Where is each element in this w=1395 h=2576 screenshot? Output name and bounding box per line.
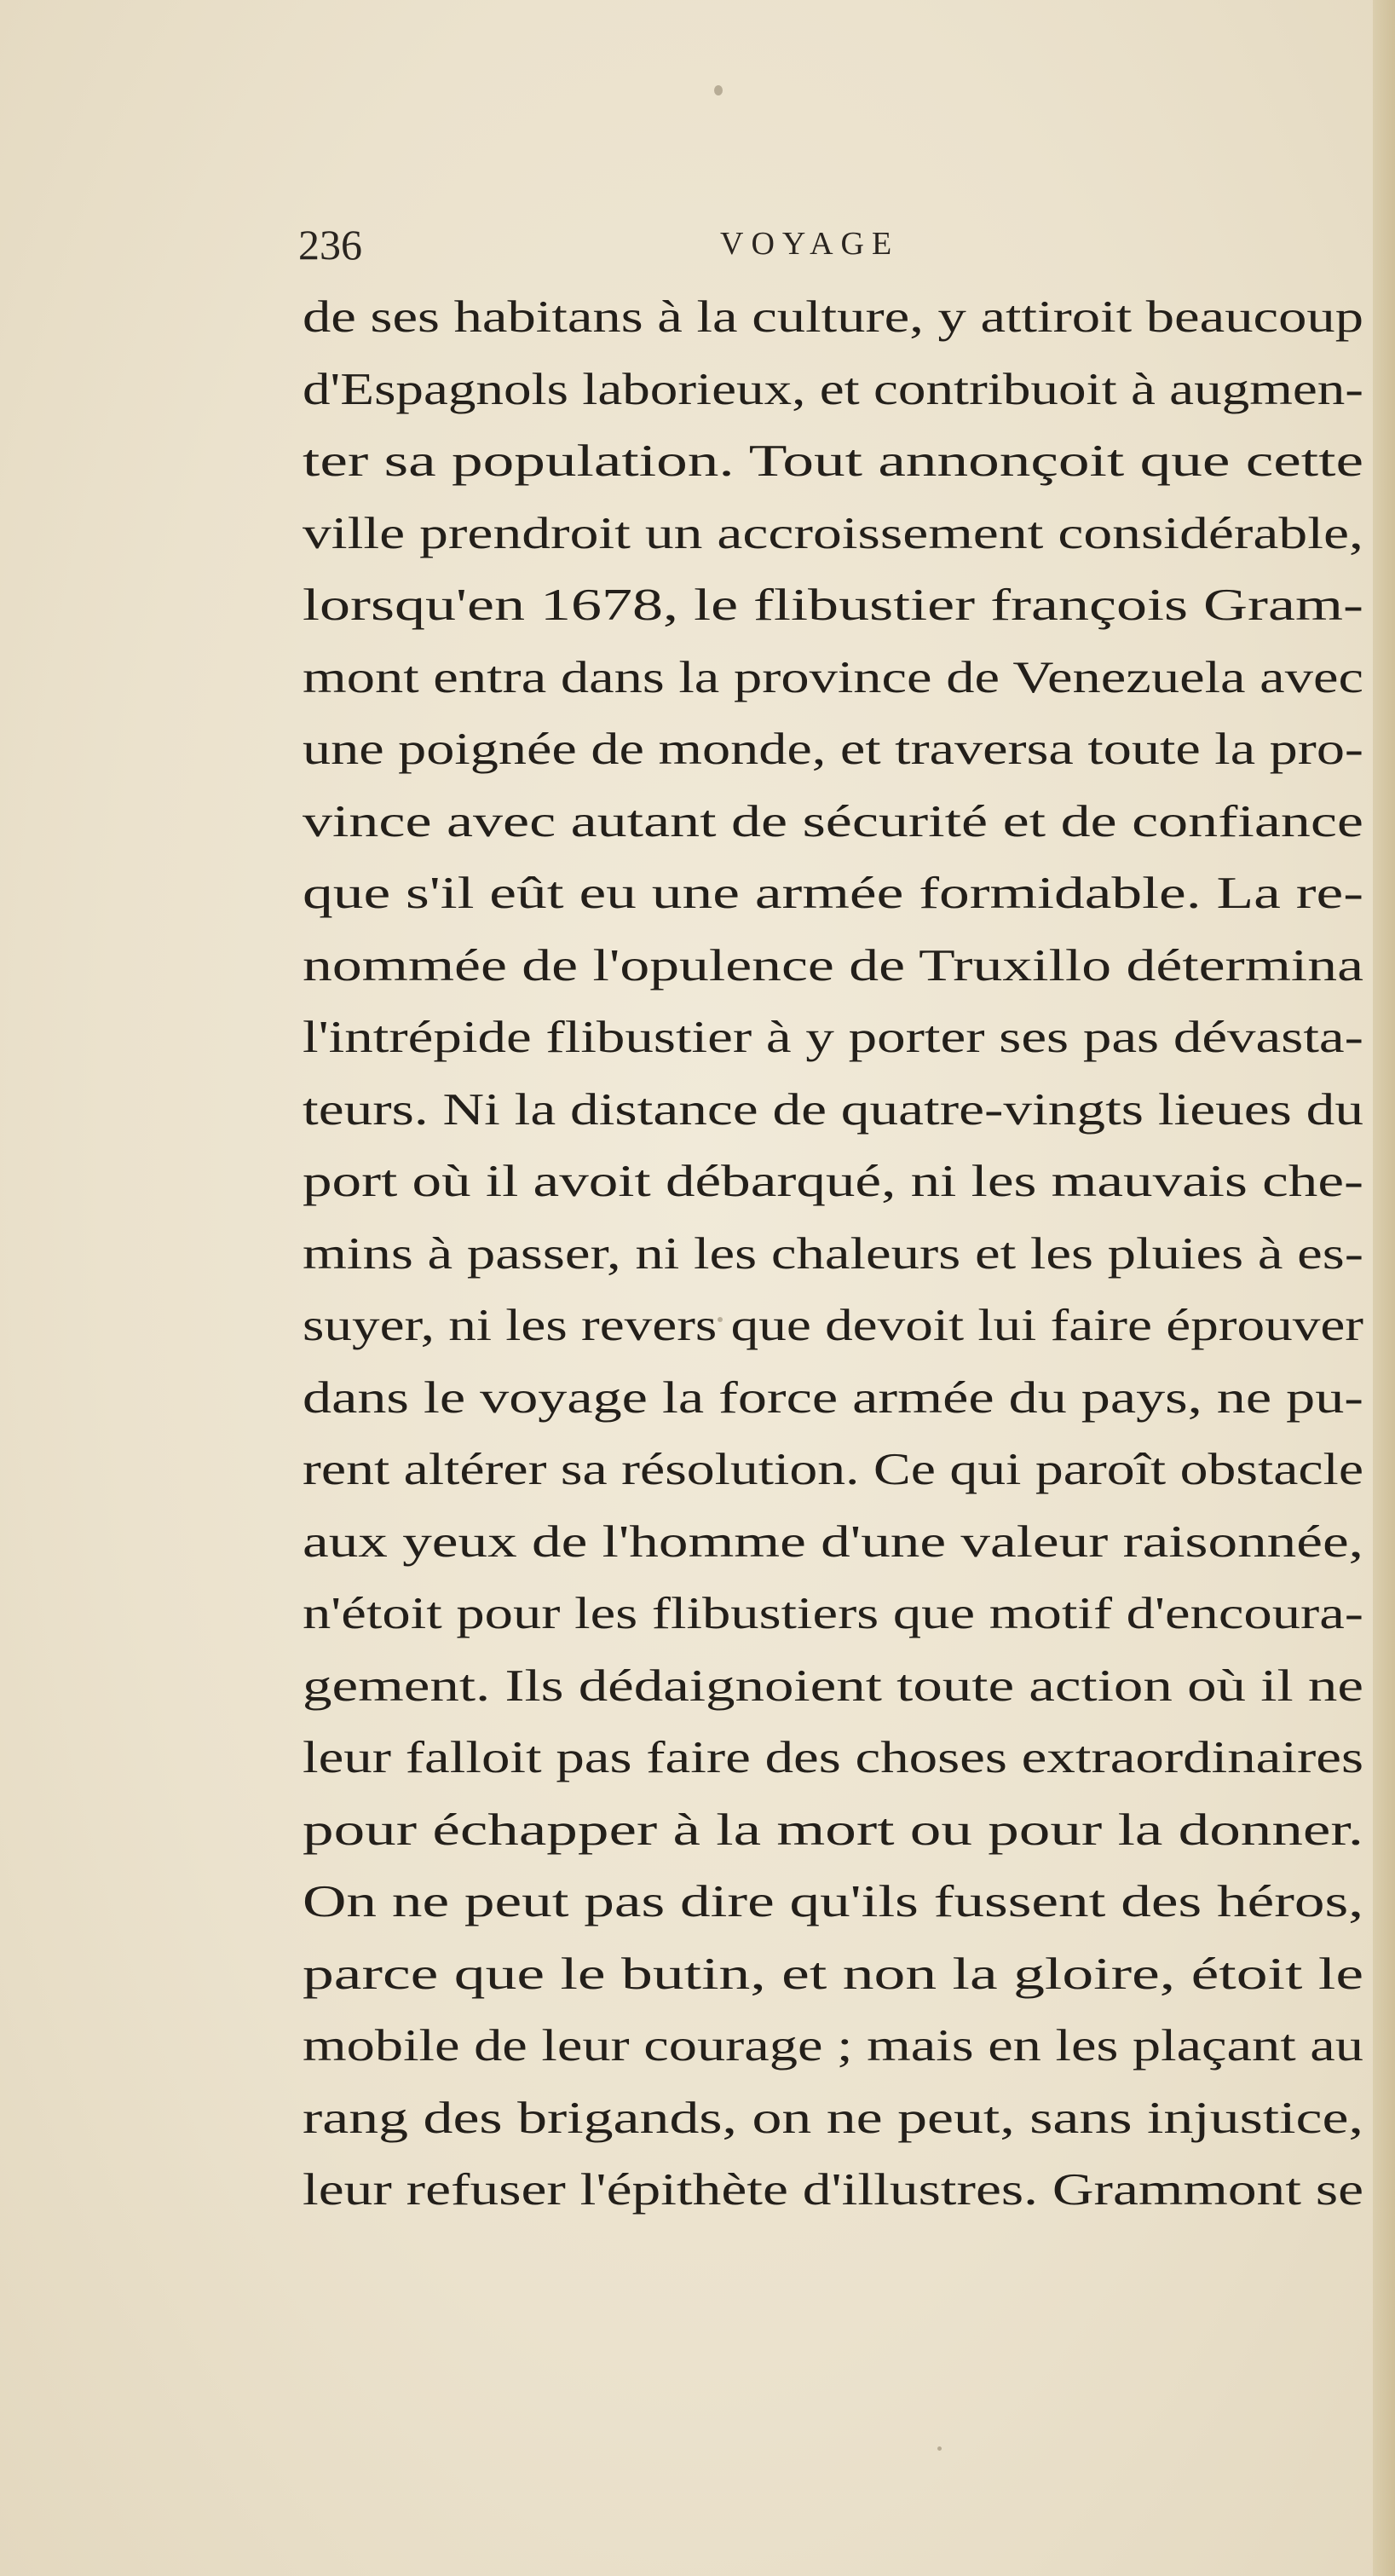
text-line-content: On ne peut pas dire qu'ils fussent des héros, (303, 1877, 1364, 1926)
text-line-content: ter sa population. Tout annonçoit que cette (303, 436, 1364, 486)
text-line-content: vince avec autant de sécurité et de confiance (303, 796, 1363, 846)
text-line (303, 425, 1395, 498)
text-line-content: n'étoit pour les flibustiers que motif d'encoura- (303, 1589, 1363, 1638)
text-line (303, 2154, 1395, 2227)
text-line (303, 1362, 1395, 1435)
text-line (303, 713, 1395, 786)
text-line (303, 1794, 1395, 1867)
text-line-content: rang des brigands, on ne peut, sans injustice, (303, 2093, 1363, 2143)
text-line-content: mobile de leur courage ; mais en les plaçant au (303, 2021, 1363, 2071)
text-line-content: aux yeux de l'homme d'une valeur raisonnée, (303, 1516, 1363, 1567)
text-line-content: mont entra dans la province de Venezuela avec (303, 652, 1363, 702)
text-line (303, 1650, 1395, 1723)
body-text (303, 281, 1395, 2227)
text-line (303, 2010, 1395, 2082)
text-line-content: une poignée de monde, et traversa toute la pro- (303, 725, 1363, 774)
text-line-content: port où il avoit débarqué, ni les mauvais che- (303, 1157, 1364, 1206)
text-line (303, 1578, 1395, 1650)
text-line (303, 1866, 1395, 1938)
text-line-content: dans le voyage la force armée du pays, ne pu- (303, 1372, 1363, 1423)
text-line (303, 2082, 1395, 2155)
text-line-content: parce que le butin, et non la gloire, étoit le (303, 1949, 1364, 1999)
text-line (303, 930, 1395, 1002)
text-line (303, 1722, 1395, 1794)
text-line-content: leur refuser l'épithète d'illustres. Grammont se (303, 2165, 1364, 2215)
text-line (303, 858, 1395, 930)
running-head: VOYAGE (720, 226, 900, 262)
text-line-content: suyer, ni les revers que devoit lui faire éprouver (303, 1301, 1364, 1350)
text-line (303, 281, 1395, 354)
text-line (303, 1002, 1395, 1074)
text-line-content: que s'il eût eu une armée formidable. La re- (303, 869, 1364, 918)
text-line-content: nommée de l'opulence de Truxillo détermina (303, 940, 1364, 991)
text-line (303, 642, 1395, 714)
text-line (303, 1938, 1395, 2011)
text-line-content: mins à passer, ni les chaleurs et les pluies à es- (303, 1228, 1363, 1279)
text-line-content: lorsqu'en 1678, le flibustier françois Gram- (303, 580, 1364, 630)
text-line (303, 1290, 1395, 1362)
text-line (303, 354, 1395, 426)
text-line-content: pour échapper à la mort ou pour la donner. (303, 1805, 1363, 1855)
page-number: 236 (298, 221, 362, 269)
text-line-content: de ses habitans à la culture, y attiroit beaucoup (303, 292, 1364, 342)
text-line (303, 1218, 1395, 1291)
text-line-content: d'Espagnols laborieux, et contribuoit à augmen- (303, 364, 1363, 414)
text-line-content: l'intrépide flibustier à y porter ses pas dévasta- (303, 1013, 1363, 1062)
text-line-content: gement. Ils dédaignoient toute action où il ne (303, 1661, 1363, 1711)
text-line-content: ville prendroit un accroissement considérable, (303, 508, 1363, 558)
text-line-content: teurs. Ni la distance de quatre-vingts lieues du (303, 1084, 1363, 1135)
text-line (303, 786, 1395, 858)
ink-speck (714, 85, 723, 95)
text-line (303, 1506, 1395, 1579)
text-line (303, 569, 1395, 642)
text-line (303, 498, 1395, 570)
text-line (303, 1146, 1395, 1218)
ink-speck (937, 2446, 942, 2451)
text-line-content: rent altérer sa résolution. Ce qui paroît obstacle (303, 1445, 1364, 1494)
page-header (298, 220, 1236, 271)
text-line (303, 1074, 1395, 1146)
text-line (303, 1434, 1395, 1506)
text-line-content: leur falloit pas faire des choses extraordinaires (303, 1733, 1364, 1782)
